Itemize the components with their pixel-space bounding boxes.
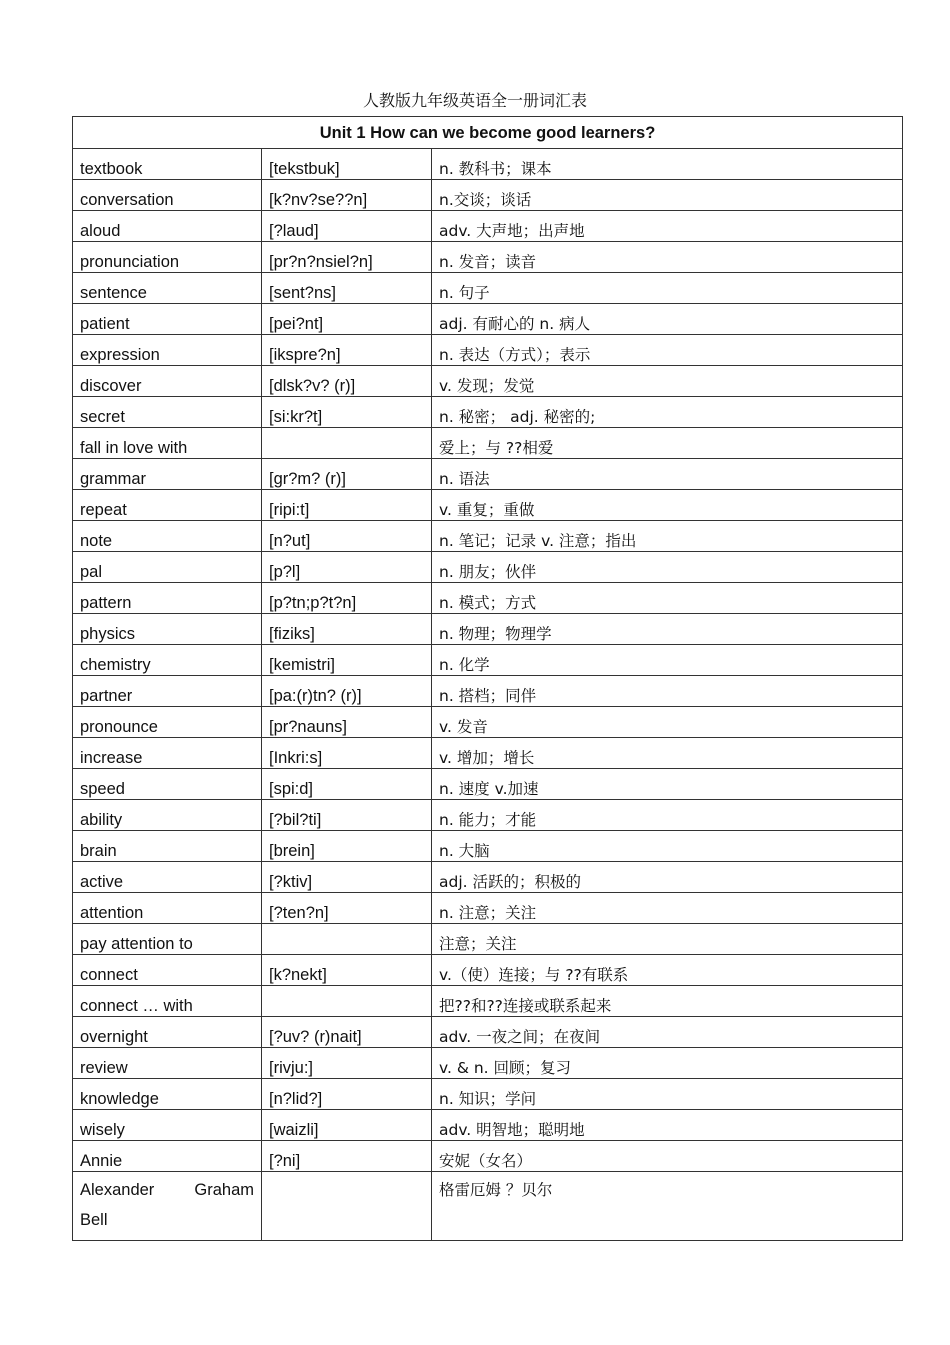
phonetic-cell: [?uv? (r)nait]	[262, 1017, 432, 1048]
phonetic-cell: [dlsk?v? (r)]	[262, 366, 432, 397]
meaning-cell: adv. 大声地；出声地	[432, 211, 903, 242]
phonetic-cell: [k?nv?se??n]	[262, 180, 432, 211]
meaning-cell: adv. 一夜之间；在夜间	[432, 1017, 903, 1048]
phonetic-cell: [fiziks]	[262, 614, 432, 645]
table-row	[73, 459, 903, 490]
word-cell: brain	[73, 831, 262, 862]
table-row	[73, 335, 903, 366]
meaning-cell: v. & n. 回顾；复习	[432, 1048, 903, 1079]
word-cell: knowledge	[73, 1079, 262, 1110]
meaning-cell: n. 搭档；同伴	[432, 676, 903, 707]
table-row	[73, 986, 903, 1017]
table-row	[73, 645, 903, 676]
meaning-cell: n. 速度 v.加速	[432, 769, 903, 800]
word-cell: pattern	[73, 583, 262, 614]
phonetic-cell: [ripi:t]	[262, 490, 432, 521]
word-cell: connect	[73, 955, 262, 986]
table-row	[73, 242, 903, 273]
meaning-cell: n. 注意；关注	[432, 893, 903, 924]
phonetic-cell: [pei?nt]	[262, 304, 432, 335]
table-row	[73, 1079, 903, 1110]
unit-heading-row	[73, 117, 903, 149]
table-row	[73, 397, 903, 428]
phonetic-cell	[262, 1172, 432, 1241]
meaning-cell: v. 发音	[432, 707, 903, 738]
phonetic-cell: [pa:(r)tn? (r)]	[262, 676, 432, 707]
phonetic-cell: [ikspre?n]	[262, 335, 432, 366]
meaning-cell: adj. 有耐心的 n. 病人	[432, 304, 903, 335]
phonetic-cell	[262, 428, 432, 459]
meaning-cell: n. 模式；方式	[432, 583, 903, 614]
word-cell: chemistry	[73, 645, 262, 676]
word-cell: review	[73, 1048, 262, 1079]
word-part: Graham	[194, 1181, 254, 1199]
word-cell: aloud	[73, 211, 262, 242]
word-cell: pay attention to	[73, 924, 262, 955]
table-row	[73, 211, 903, 242]
phonetic-cell: [?laud]	[262, 211, 432, 242]
word-part: Alexander	[80, 1181, 155, 1199]
meaning-cell: 注意；关注	[432, 924, 903, 955]
word-cell: wisely	[73, 1110, 262, 1141]
meaning-cell: n. 知识；学问	[432, 1079, 903, 1110]
word-cell: Annie	[73, 1141, 262, 1172]
phonetic-cell: [spi:d]	[262, 769, 432, 800]
meaning-cell: n. 表达（方式）；表示	[432, 335, 903, 366]
phonetic-cell	[262, 986, 432, 1017]
word-cell: pal	[73, 552, 262, 583]
meaning-cell: v. 增加；增长	[432, 738, 903, 769]
word-cell: fall in love with	[73, 428, 262, 459]
phonetic-cell: [sent?ns]	[262, 273, 432, 304]
meaning-cell: n. 笔记；记录 v. 注意；指出	[432, 521, 903, 552]
word-cell: active	[73, 862, 262, 893]
table-row	[73, 1141, 903, 1172]
meaning-cell: v. 重复；重做	[432, 490, 903, 521]
table-row	[73, 521, 903, 552]
word-cell: overnight	[73, 1017, 262, 1048]
word-cell: patient	[73, 304, 262, 335]
word-cell	[73, 1172, 262, 1241]
table-row	[73, 180, 903, 211]
meaning-cell: n. 大脑	[432, 831, 903, 862]
word-cell: connect … with	[73, 986, 262, 1017]
phonetic-cell: [brein]	[262, 831, 432, 862]
word-cell: attention	[73, 893, 262, 924]
word-cell: pronounce	[73, 707, 262, 738]
phonetic-cell: [Inkri:s]	[262, 738, 432, 769]
table-row	[73, 304, 903, 335]
table-row	[73, 924, 903, 955]
phonetic-cell: [k?nekt]	[262, 955, 432, 986]
table-row	[73, 707, 903, 738]
table-row	[73, 583, 903, 614]
word-cell: increase	[73, 738, 262, 769]
word-cell: speed	[73, 769, 262, 800]
word-cell: physics	[73, 614, 262, 645]
table-row	[73, 831, 903, 862]
table-row	[73, 366, 903, 397]
unit-heading: Unit 1 How can we become good learners?	[73, 117, 903, 149]
phonetic-cell: [gr?m? (r)]	[262, 459, 432, 490]
meaning-cell: n. 化学	[432, 645, 903, 676]
word-cell: sentence	[73, 273, 262, 304]
table-row	[73, 769, 903, 800]
word-cell: repeat	[73, 490, 262, 521]
table-row	[73, 676, 903, 707]
meaning-cell: adj. 活跃的；积极的	[432, 862, 903, 893]
phonetic-cell: [?ten?n]	[262, 893, 432, 924]
word-cell: grammar	[73, 459, 262, 490]
meaning-cell: v.（使）连接；与 ??有联系	[432, 955, 903, 986]
table-row	[73, 1017, 903, 1048]
word-line-1	[80, 1180, 254, 1200]
phonetic-cell: [?ni]	[262, 1141, 432, 1172]
table-row	[73, 1172, 903, 1241]
meaning-cell: n.交谈；谈话	[432, 180, 903, 211]
table-row	[73, 490, 903, 521]
word-cell: expression	[73, 335, 262, 366]
meaning-cell: 安妮（女名）	[432, 1141, 903, 1172]
word-cell: ability	[73, 800, 262, 831]
word-cell: note	[73, 521, 262, 552]
meaning-cell: 把??和??连接或联系起来	[432, 986, 903, 1017]
meaning-cell: n. 能力；才能	[432, 800, 903, 831]
table-row	[73, 738, 903, 769]
word-cell: textbook	[73, 149, 262, 180]
table-row	[73, 862, 903, 893]
meaning-cell: n. 物理；物理学	[432, 614, 903, 645]
meaning-cell: adv. 明智地；聪明地	[432, 1110, 903, 1141]
table-row	[73, 149, 903, 180]
meaning-cell: n. 发音；读音	[432, 242, 903, 273]
table-row	[73, 273, 903, 304]
phonetic-cell: [?bil?ti]	[262, 800, 432, 831]
phonetic-cell: [si:kr?t]	[262, 397, 432, 428]
meaning-cell: n. 朋友；伙伴	[432, 552, 903, 583]
phonetic-cell: [p?tn;p?t?n]	[262, 583, 432, 614]
word-cell: conversation	[73, 180, 262, 211]
table-row	[73, 428, 903, 459]
meaning-cell: 格雷厄姆 ？贝尔	[432, 1172, 903, 1241]
meaning-cell: n. 语法	[432, 459, 903, 490]
table-row	[73, 1048, 903, 1079]
table-row	[73, 614, 903, 645]
phonetic-cell: [kemistri]	[262, 645, 432, 676]
word-line-2: Bell	[80, 1211, 108, 1229]
vocabulary-body	[73, 149, 903, 1241]
phonetic-cell: [?ktiv]	[262, 862, 432, 893]
meaning-cell: n. 教科书；课本	[432, 149, 903, 180]
table-row	[73, 1110, 903, 1141]
phonetic-cell: [pr?n?nsiel?n]	[262, 242, 432, 273]
table-row	[73, 955, 903, 986]
phonetic-cell: [rivju:]	[262, 1048, 432, 1079]
vocabulary-table	[72, 116, 903, 1241]
phonetic-cell: [pr?nauns]	[262, 707, 432, 738]
phonetic-cell: [n?ut]	[262, 521, 432, 552]
phonetic-cell: [n?lid?]	[262, 1079, 432, 1110]
table-row	[73, 893, 903, 924]
meaning-cell: n. 秘密； adj. 秘密的;	[432, 397, 903, 428]
phonetic-cell	[262, 924, 432, 955]
word-cell: partner	[73, 676, 262, 707]
meaning-cell: n. 句子	[432, 273, 903, 304]
phonetic-cell: [waizli]	[262, 1110, 432, 1141]
word-cell: pronunciation	[73, 242, 262, 273]
word-cell: secret	[73, 397, 262, 428]
word-cell: discover	[73, 366, 262, 397]
table-row	[73, 800, 903, 831]
document-title: 人教版九年级英语全一册词汇表	[362, 91, 587, 110]
meaning-cell: 爱上；与 ??相爱	[432, 428, 903, 459]
phonetic-cell: [tekstbuk]	[262, 149, 432, 180]
phonetic-cell: [p?l]	[262, 552, 432, 583]
meaning-cell: v. 发现；发觉	[432, 366, 903, 397]
table-row	[73, 552, 903, 583]
